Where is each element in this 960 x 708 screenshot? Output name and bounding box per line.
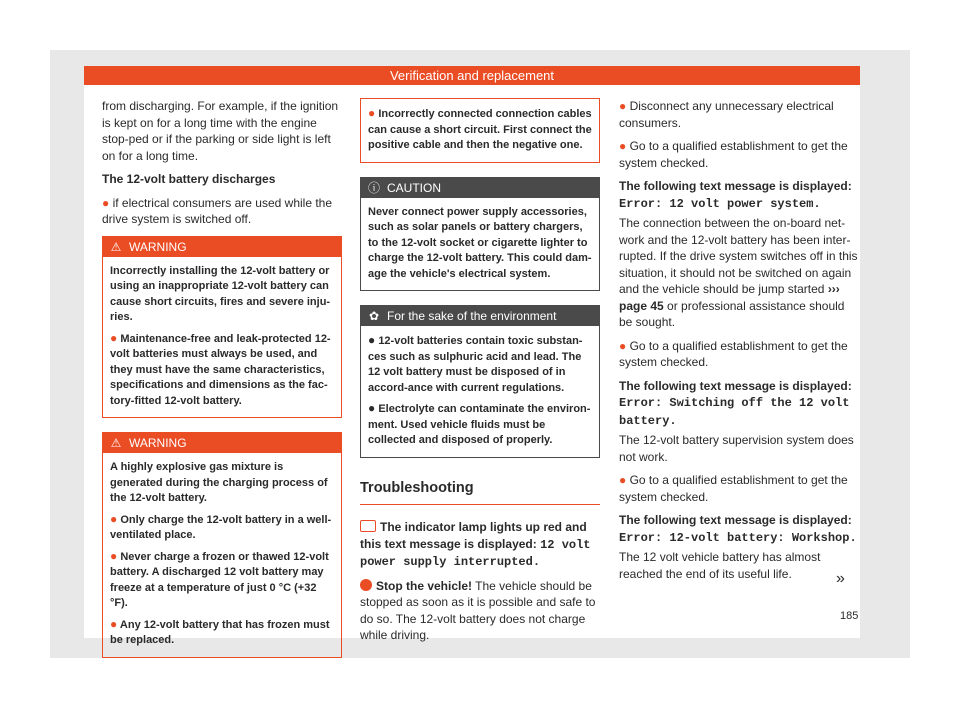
environment-title: For the sake of the environment xyxy=(387,309,557,323)
message-block xyxy=(619,378,859,430)
message-text-after: or professional assistance should be sought. xyxy=(619,298,845,329)
warning-header xyxy=(103,237,341,257)
list-item-text: Go to a qualified establishment to get the system checked. xyxy=(619,139,848,170)
continue-mark: » xyxy=(836,570,845,587)
bullet-icon: ● xyxy=(619,473,627,487)
subheading: The 12-volt battery discharges xyxy=(102,172,276,186)
message-code: Error: Switching off the 12 volt battery. xyxy=(619,396,850,428)
bullet-icon: ● xyxy=(619,139,627,153)
list-item-text: if electrical consumers are used while the drive system is switched off. xyxy=(102,195,333,226)
page-reference-link[interactable]: ››› page 45 xyxy=(619,282,840,313)
warning-body xyxy=(361,99,599,162)
bullet-icon: ● xyxy=(368,333,376,347)
environment-body xyxy=(361,326,599,457)
lamp-paragraph xyxy=(360,519,600,571)
message-label: The following text message is displayed: xyxy=(619,513,852,527)
bullet-icon: ● xyxy=(110,511,118,526)
stop-bold: Stop the vehicle! xyxy=(376,578,473,593)
list-item xyxy=(110,331,334,410)
bullet-icon: ● xyxy=(110,616,118,631)
message-description xyxy=(619,215,859,331)
stop-text: The vehicle should be stopped as soon as it is possible and safe to do so. The 12-volt battery does not charge while driving. xyxy=(360,578,596,642)
environment-header xyxy=(361,306,599,326)
message-text: The 12-volt battery supervision system does not work. xyxy=(619,433,854,464)
bullet-icon: ● xyxy=(368,106,376,120)
list-item xyxy=(619,98,859,131)
message-label: The following text message is displayed: xyxy=(619,378,852,393)
section-title: Troubleshooting xyxy=(360,480,600,506)
list-item-text: Go to a qualified establishment to get the system checked. xyxy=(619,338,848,369)
message-code: Error: 12-volt battery: Workshop. xyxy=(619,530,857,545)
warning-body xyxy=(103,257,341,418)
list-item-text: Any 12-volt battery that has frozen must be replaced. xyxy=(110,618,330,646)
intro-paragraph: from discharging. For example, if the ignition is kept on for a long time with the engine stop-ped or if the parking or side light is left on for a long time. xyxy=(102,99,339,163)
warning-text: Incorrectly installing the 12-volt battery or using an inappropriate 12-volt battery can cause short circuits, fires and severe inju-ries. xyxy=(110,264,331,323)
list-item xyxy=(110,617,334,649)
bullet-icon: ● xyxy=(102,195,110,210)
list-item xyxy=(619,138,859,171)
list-item-text: 12-volt batteries contain toxic substan-ces such as sulphuric acid and lead. The 12 volt battery must be disposed of in accord-ance with current regulations. xyxy=(368,335,583,394)
warning-triangle-icon: ⚠ xyxy=(110,239,122,254)
lamp-text: The indicator lamp lights up red and this text message is displayed: xyxy=(360,520,587,551)
column-right xyxy=(619,98,859,589)
warning-box-continued xyxy=(360,98,600,163)
warning-triangle-icon: ⚠ xyxy=(110,436,122,450)
warning-box xyxy=(102,432,342,658)
caution-header xyxy=(361,178,599,198)
list-item-text: Never charge a frozen or thawed 12-volt battery. A discharged 12 volt battery may freeze at a temperature of just 0 °C (+32 °F). xyxy=(110,550,329,609)
message-text: The 12 volt vehicle battery has almost reached the end of its useful life. xyxy=(619,550,821,581)
section-header: Verification and replacement xyxy=(84,66,860,85)
column-middle xyxy=(360,98,600,651)
bullet-icon: ● xyxy=(619,99,627,113)
warning-header xyxy=(103,433,341,453)
list-item xyxy=(368,333,592,396)
caution-title: CAUTION xyxy=(387,180,441,195)
info-circle-icon: ⓘ xyxy=(367,180,380,195)
stop-paragraph xyxy=(360,578,600,644)
page-number: 185 xyxy=(840,610,859,622)
list-item xyxy=(368,106,592,154)
stop-vehicle-icon xyxy=(360,579,372,591)
message-code: Error: 12 volt power system. xyxy=(619,196,821,211)
column-left xyxy=(102,98,342,672)
warning-box xyxy=(102,236,342,419)
list-item xyxy=(368,401,592,449)
list-item-text: Electrolyte can contaminate the environ-ment. Used vehicle fluids must be collected and disposed of properly. xyxy=(368,403,591,446)
message-block xyxy=(619,178,859,212)
list-item xyxy=(619,472,859,505)
caution-box xyxy=(360,177,600,292)
warning-title: WARNING xyxy=(129,239,187,254)
list-item-text: Incorrectly connected connection cables can cause a short circuit. First connect the positive cable and then the negative one. xyxy=(368,108,592,151)
lamp-message: 12 volt power supply interrupted. xyxy=(360,537,591,569)
list-item-text: Disconnect any unnecessary electrical consumers. xyxy=(619,99,834,130)
caution-text: Never connect power supply accessories, such as solar panels or battery chargers, to the 12-volt socket or cigarette lighter to charge the 12-volt battery. This could dam-age the vehicle's electrical system. xyxy=(368,205,592,280)
warning-title: WARNING xyxy=(129,436,187,450)
message-block xyxy=(619,512,859,546)
list-item-text: Go to a qualified establishment to get the system checked. xyxy=(619,473,848,504)
environment-box xyxy=(360,305,600,458)
bullet-icon: ● xyxy=(110,330,118,345)
warning-text: A highly explosive gas mixture is generated during the charging process of the 12-volt battery. xyxy=(110,461,328,504)
bullet-icon: ● xyxy=(110,548,118,563)
bullet-icon: ● xyxy=(619,338,627,353)
list-item-text: Only charge the 12-volt battery in a well-ventilated place. xyxy=(110,513,332,541)
list-item xyxy=(102,195,342,228)
list-item xyxy=(619,338,859,371)
list-item xyxy=(110,549,334,612)
bullet-icon: ● xyxy=(368,401,376,415)
environment-flower-icon: ✿ xyxy=(368,309,380,323)
battery-lamp-icon xyxy=(360,520,376,532)
message-text: The connection between the on-board net-work and the 12-volt battery has been inter-rupted. If the drive system switches off in this situation, it should not be switched on again and the vehicle should be jump started xyxy=(619,216,858,296)
caution-body xyxy=(361,198,599,291)
message-label: The following text message is displayed: xyxy=(619,179,852,193)
list-item xyxy=(110,512,334,544)
warning-body xyxy=(103,453,341,657)
list-item-text: Maintenance-free and leak-protected 12-volt batteries must always be used, and they must have the same characteristics, specifications and dimensions as the fac-tory-fitted 12-volt battery. xyxy=(110,332,331,407)
